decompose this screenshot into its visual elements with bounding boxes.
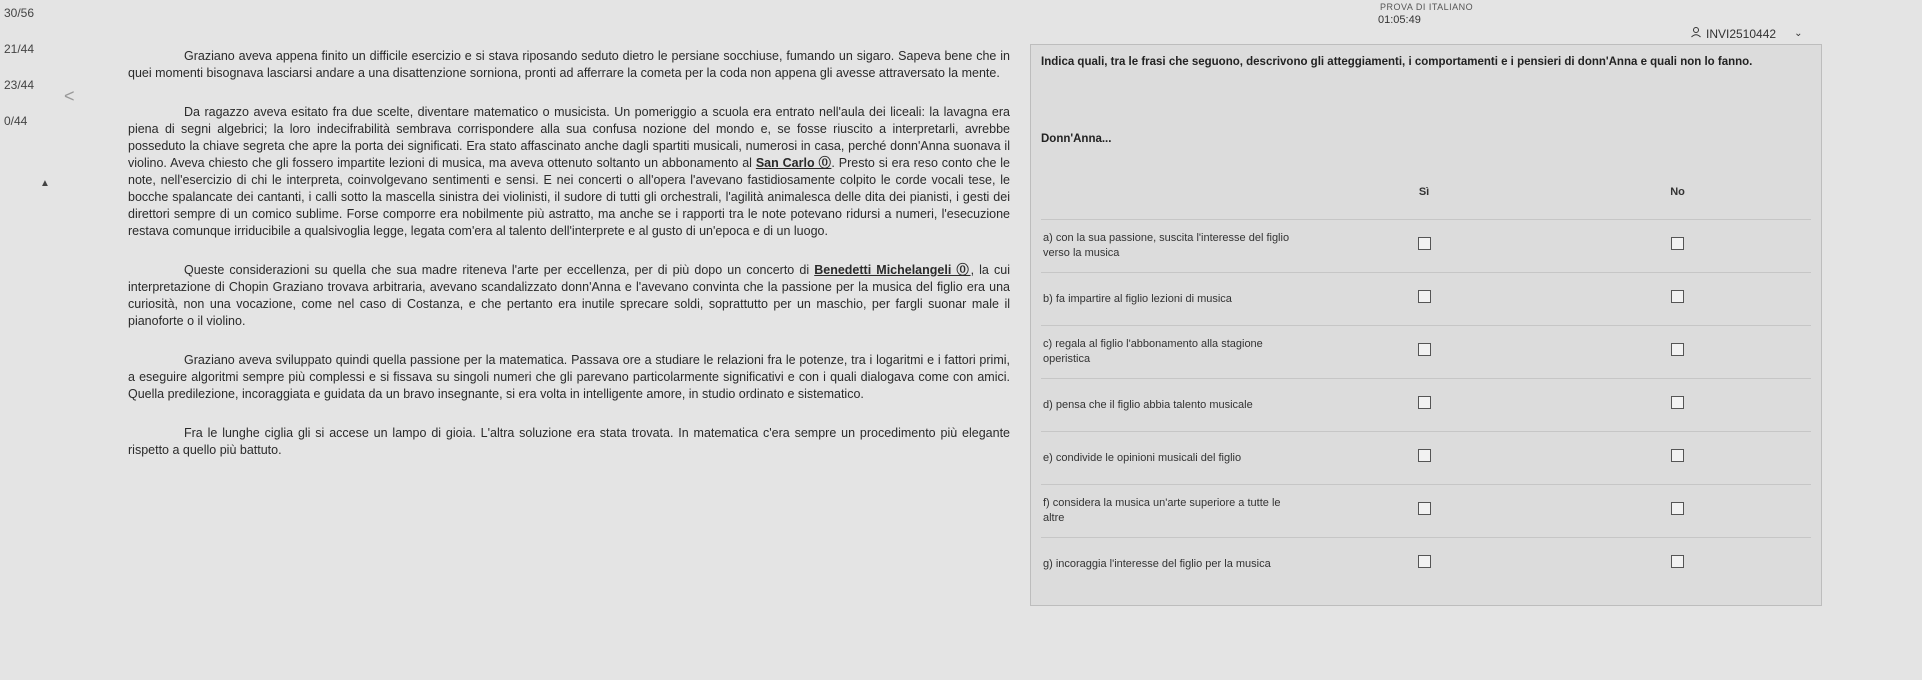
chevron-down-icon[interactable]: ⌄ [1794, 28, 1803, 39]
table-row [1041, 432, 1811, 485]
checkbox-no[interactable] [1671, 343, 1684, 356]
passage-paragraph-5 [128, 425, 1010, 459]
statement-text: a) con la sua passione, suscita l'interesse del figlio verso la musica [1041, 220, 1304, 273]
table-row [1041, 326, 1811, 379]
counter-2: 21/44 [4, 42, 35, 56]
user-menu[interactable] [1690, 26, 1802, 41]
passage-text: Da ragazzo aveva esitato fra due scelte, diventare matematico o musicista. Un pomeriggio a scuola era entrato nell'aula dei liceali: la lavagna era piena di segni algebrici; la loro indecifrabilità sembrava corrispondere alla sua confusa nozione del mondo e, se fosse riuscito a interpretarli, avrebbe posseduto la chiave segreta che apre la porta dei significati. Era stato affascinato anche dagli spartiti musicali, numerosi in casa, perché donn'Anna suonava il violino. Aveva chiesto che gli fossero impartite lezioni di musica, ma aveva ottenuto soltanto un abbonamento al [128, 105, 1010, 170]
passage-text: Fra le lunghe ciglia gli si accese un lampo di gioia. L'altra soluzione era stata trovata. In matematica c'era sempre un procedimento più elegante rispetto a quello più battuto. [128, 426, 1010, 457]
checkbox-no[interactable] [1671, 555, 1684, 568]
statement-text: b) fa impartire al figlio lezioni di musica [1041, 273, 1304, 326]
footnote-link-michelangeli[interactable]: Benedetti Michelangeli ⓪ [814, 263, 971, 277]
timer: 01:05:49 [1378, 14, 1421, 26]
table-row [1041, 485, 1811, 538]
checkbox-yes[interactable] [1418, 237, 1431, 250]
passage-paragraph-2 [128, 104, 1010, 240]
passage-text: Queste considerazioni su quella che sua madre riteneva l'arte per eccellenza, per di più dopo un concerto di [184, 263, 815, 277]
checkbox-yes[interactable] [1418, 555, 1431, 568]
passage-text: . Presto si era reso conto che le note, nell'esercizio di chi le interpreta, coinvolgevano sentimenti e sensi. E nei concerti o all'opera l'avevano fastidiosamente colpito le corde vocali tese, le bocche spalancate dei cantanti, i calli sotto la mascella sinistra dei violinisti, il sudore di tutti gli orchestrali, l'agilità animalesca delle dita dei pianisti, i gesti dei direttori sempre di un comico sublime. Forse comporre era nobilmente più astratto, ma anche se i rapporti tra le note potevano ridursi a numeri, l'esecuzione restava comunque irriducibile a qualsivoglia legge, legata com'era al talento dell'interprete e al gusto di un'epoca e di un luogo. [128, 156, 1011, 238]
statement-text: g) incoraggia l'interesse del figlio per la musica [1041, 538, 1304, 591]
reading-passage [128, 48, 1010, 678]
checkbox-yes[interactable] [1418, 502, 1431, 515]
statement-text: d) pensa che il figlio abbia talento musicale [1041, 379, 1304, 432]
statement-text: e) condivide le opinioni musicali del figlio [1041, 432, 1304, 485]
header-bar [0, 0, 1922, 40]
username: INVI2510442 [1706, 26, 1777, 41]
question-panel [1030, 44, 1822, 606]
checkbox-yes[interactable] [1418, 290, 1431, 303]
checkbox-yes[interactable] [1418, 449, 1431, 462]
checkbox-no[interactable] [1671, 449, 1684, 462]
question-subheading: Donn'Anna... [1041, 133, 1112, 145]
statement-text: f) considera la musica un'arte superiore a tutte le altre [1041, 485, 1304, 538]
table-row [1041, 273, 1811, 326]
table-row [1041, 538, 1811, 591]
passage-text: , la cui interpretazione di Chopin Graziano trovava arbitraria, avevano scandalizzato donn'Anna e l'avevano convinta che la passione per la musica del figlio era una curiosità, non una vocazione, come nel caso di Costanza, e che pertanto era inutile sprecare soldi, soprattutto per un maschio, per fargli suonar male il pianoforte o il violino. [128, 263, 1010, 328]
exam-title: PROVA DI ITALIANO [1380, 2, 1474, 12]
checkbox-no[interactable] [1671, 502, 1684, 515]
passage-text: Graziano aveva appena finito un difficile esercizio e si stava riposando seduto dietro le persiane socchiuse, fumando un sigaro. Sapeva bene che in quei momenti bisognava lasciarsi andare a una disattenzione sorniona, pronti ad afferrare la cometa per la coda non appena gli avesse attraversato la mente. [128, 49, 1010, 80]
person-icon [1690, 26, 1702, 41]
checkbox-no[interactable] [1671, 237, 1684, 250]
question-instruction: Indica quali, tra le frasi che seguono, descrivono gli atteggiamenti, i comportamenti e i pensieri di donn'Anna e quali non lo fanno. [1041, 56, 1753, 68]
collapse-icon[interactable]: ▲ [40, 178, 50, 189]
counter-1: 30/56 [4, 6, 35, 20]
counter-3: 23/44 [4, 78, 35, 92]
passage-paragraph-1 [128, 48, 1010, 82]
statement-text: c) regala al figlio l'abbonamento alla stagione operistica [1041, 326, 1304, 379]
checkbox-yes[interactable] [1418, 343, 1431, 356]
checkbox-no[interactable] [1671, 290, 1684, 303]
checkbox-yes[interactable] [1418, 396, 1431, 409]
passage-paragraph-4 [128, 352, 1010, 403]
back-arrow-icon[interactable]: < [64, 86, 75, 106]
counter-4: 0/44 [4, 114, 28, 128]
table-row [1041, 220, 1811, 273]
passage-text: Graziano aveva sviluppato quindi quella passione per la matematica. Passava ore a studiare le relazioni fra le potenze, tra i logaritmi e i fattori primi, a eseguire algoritmi sempre più complessi e si fissava su singoli numeri che gli parevano particolarmente significativi e con i quali dialogava come con amici. Quella predilezione, incoraggiata e guidata da un bravo insegnante, si era volta in intelligente amore, in studio ordinato e sistematico. [128, 353, 1010, 401]
answer-table [1041, 165, 1811, 590]
col-yes: Sì [1418, 186, 1430, 198]
table-row [1041, 379, 1811, 432]
col-statement [1041, 165, 1304, 220]
checkbox-no[interactable] [1671, 396, 1684, 409]
passage-paragraph-3 [128, 262, 1010, 330]
footnote-link-san-carlo[interactable]: San Carlo ⓪ [755, 156, 832, 170]
col-no: No [1670, 186, 1685, 198]
